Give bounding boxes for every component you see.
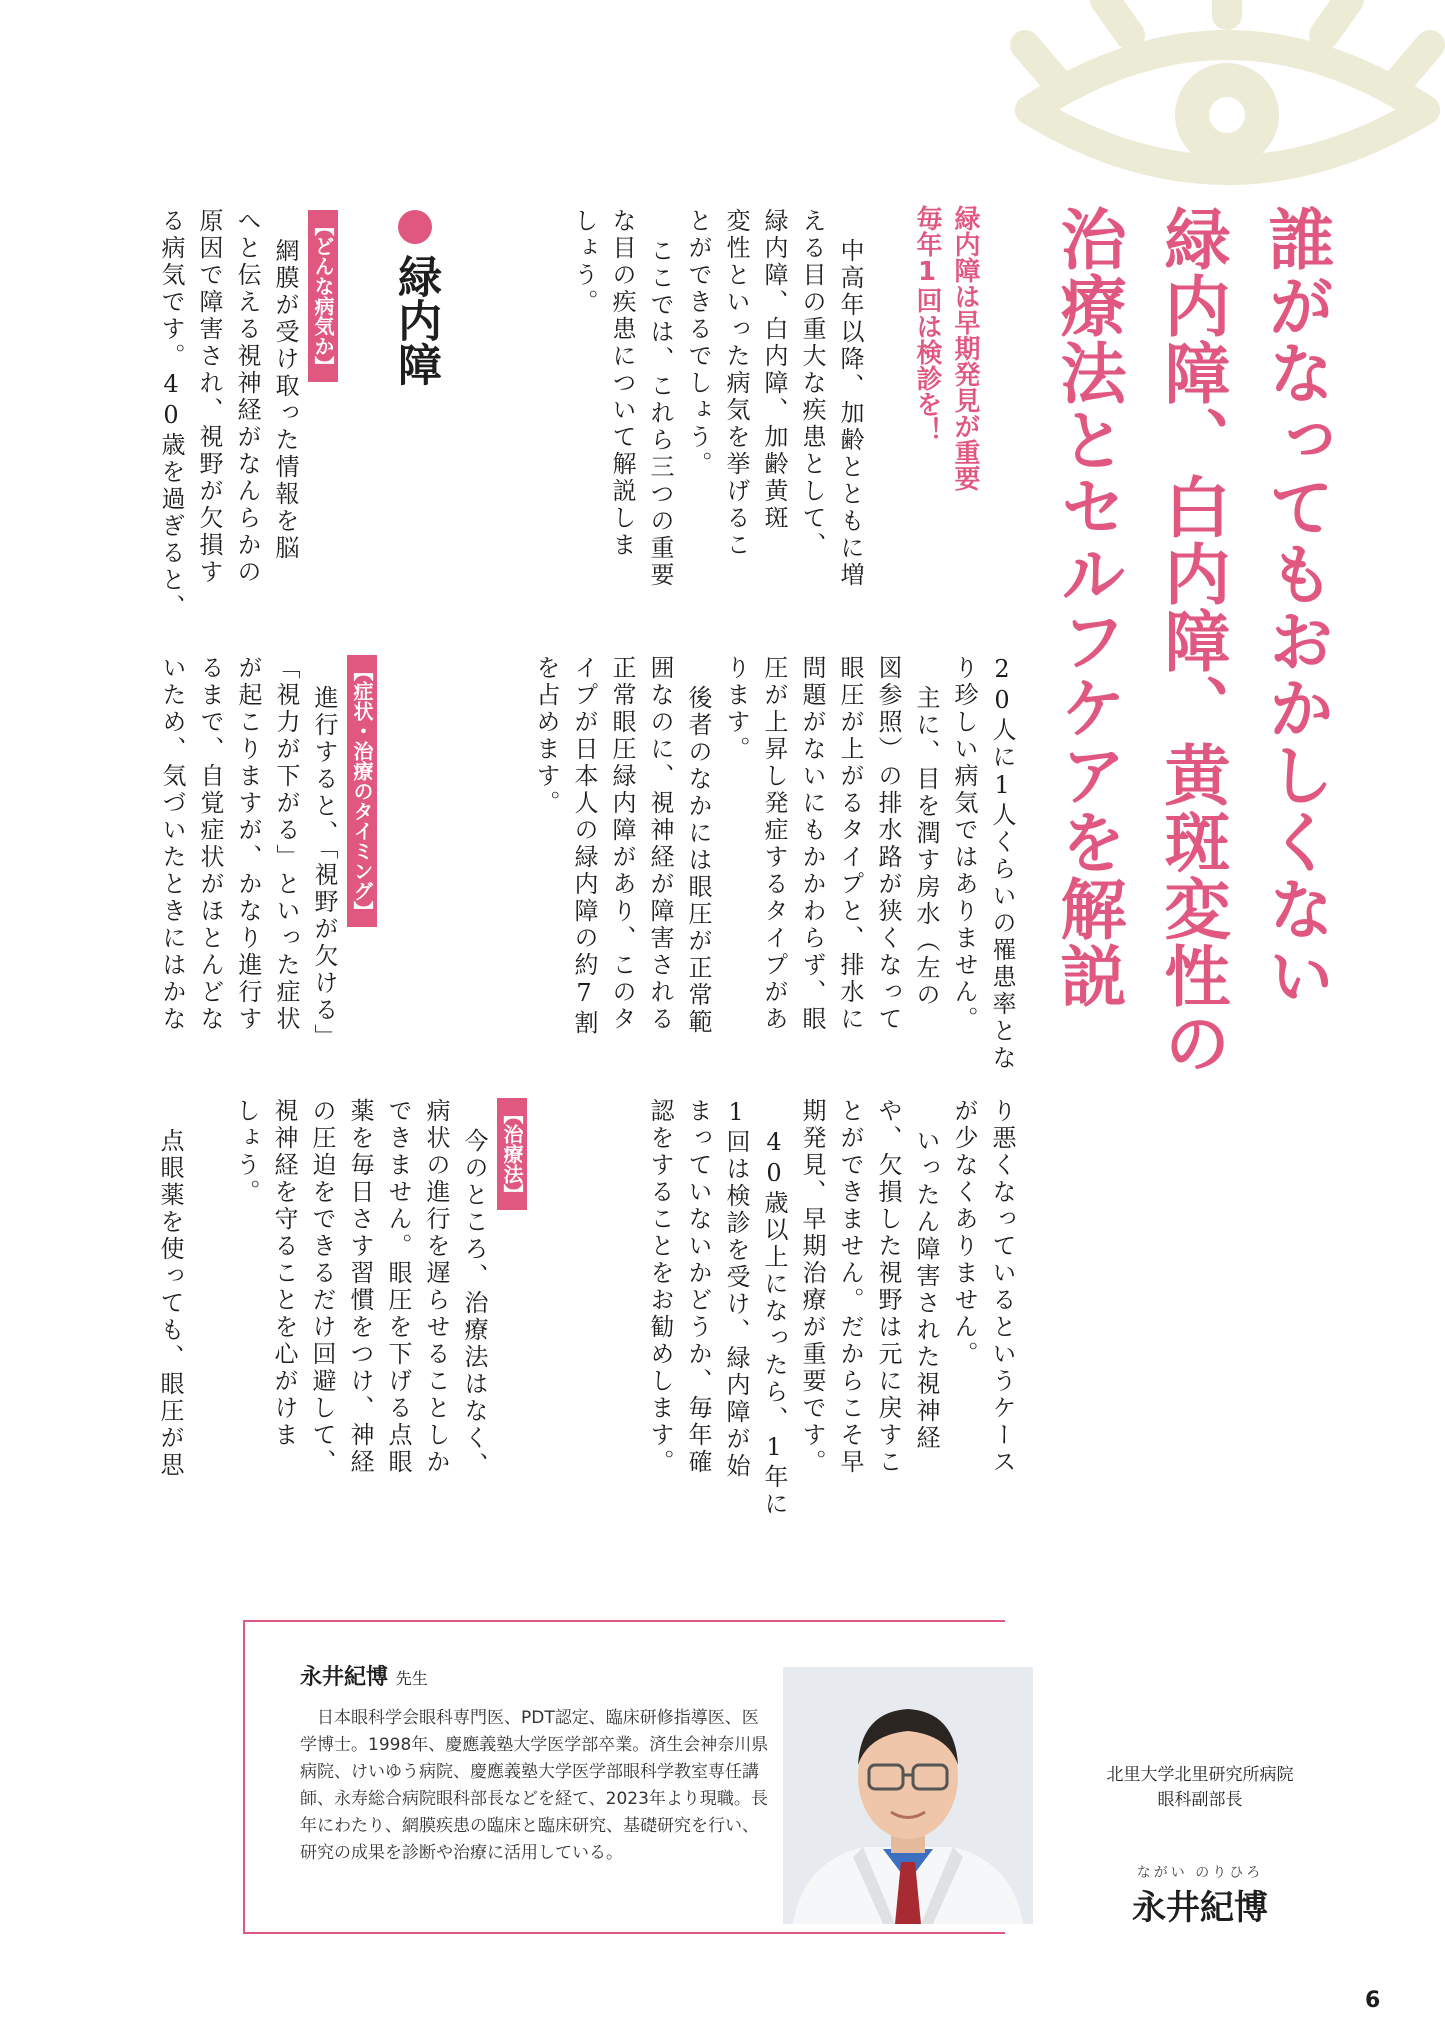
body-line: 1回は検診を受け、緑内障が始 <box>722 1098 750 1480</box>
body-line: 認をすることをお勧めします。 <box>646 1098 674 1476</box>
body-line: イプが日本人の緑内障の約7割 <box>570 655 598 1037</box>
body-line: 期発見、早期治療が重要です。 <box>798 1098 826 1476</box>
body-line: 「視力が下がる」といった症状 <box>272 655 300 1033</box>
page-number: 6 <box>1365 1988 1381 2013</box>
eye-decoration-icon <box>1010 0 1445 190</box>
body-line: 眼圧が上がるタイプと、排水に <box>836 655 864 1033</box>
subtitle-line2: 毎年1回は検診を！ <box>912 205 942 443</box>
body-line: 囲なのに、視神経が障害される <box>646 655 674 1033</box>
intro-line: とができるでしょう。 <box>684 208 712 478</box>
body-line: 40歳以上になったら、1年に <box>760 1128 788 1518</box>
tag-treatment: 【治療法】 <box>497 1098 527 1214</box>
profile-honorific: 先生 <box>395 1669 428 1688</box>
body-line: 網膜が受け取った情報を脳 <box>271 238 299 562</box>
body-line: る病気です。40歳を過ぎると、 <box>157 208 185 621</box>
body-line: いため、気づいたときにはかな <box>158 655 186 1033</box>
body-line: へと伝える視神経がなんらかの <box>233 208 261 586</box>
body-line: しょう。 <box>232 1098 260 1206</box>
body-line: 原因で障害され、視野が欠損す <box>195 208 223 586</box>
body-line: 視神経を守ることを心がけま <box>270 1098 298 1449</box>
body-line: 図参照）の排水路が狭くなって <box>874 655 902 1033</box>
body-line: の圧迫をできるだけ回避して、 <box>308 1098 336 1476</box>
body-line: 正常眼圧緑内障があり、このタ <box>608 655 636 1033</box>
page-title-line2: 緑内障、白内障、黄斑変性の <box>1153 205 1230 1076</box>
body-line: や、欠損した視野は元に戻すこ <box>874 1098 902 1476</box>
profile-name-large: 永井紀博 <box>1132 1888 1268 1928</box>
tag-symptoms-timing: 【症状・治療のタイミング】 <box>347 655 377 931</box>
intro-line: 変性といった病気を挙げるこ <box>722 208 750 559</box>
profile-affiliation: 北里大学北里研究所病院 眼科副部長 <box>1106 1765 1294 1810</box>
intro-line: える目の重大な疾患として、 <box>798 208 826 559</box>
doctor-portrait <box>783 1667 1033 1924</box>
page-title-line1: 誰がなってもおかしくない <box>1257 205 1334 1009</box>
body-line: 進行すると、「視野が欠ける」 <box>310 685 338 1051</box>
body-line: とができません。だからこそ早 <box>836 1098 864 1476</box>
section-heading: 緑内障 <box>390 210 440 386</box>
body-line: を占めます。 <box>532 655 560 817</box>
subtitle-line1: 緑内障は早期発見が重要 <box>950 205 980 491</box>
body-line: ります。 <box>722 655 750 763</box>
intro-line: ここでは、これら三つの重要 <box>646 238 674 589</box>
body-line: 病状の進行を遅らせることしか <box>422 1098 450 1476</box>
body-line: 主に、目を潤す房水（左の <box>912 685 940 1009</box>
body-line: いったん障害された視神経 <box>912 1128 940 1452</box>
body-line: り珍しい病気ではありません。 <box>950 655 978 1033</box>
body-line: 後者のなかには眼圧が正常範 <box>684 685 712 1036</box>
body-line: 点眼薬を使っても、眼圧が思 <box>156 1128 184 1479</box>
body-line: り悪くなっているというケース <box>988 1098 1016 1476</box>
body-line: 圧が上昇し発症するタイプがあ <box>760 655 788 1033</box>
tag-what-is-it: 【どんな病気か】 <box>308 210 338 386</box>
intro-line: しょう。 <box>570 208 598 316</box>
intro-line: 緑内障、白内障、加齢黄斑 <box>760 208 788 532</box>
body-line: 薬を毎日さす習慣をつけ、神経 <box>346 1098 374 1476</box>
body-line: るまで、自覚症状がほとんどな <box>196 655 224 1033</box>
body-line: 20人に1人くらいの罹患率とな <box>988 655 1016 1072</box>
bullet-dot-icon <box>398 210 432 244</box>
profile-name: 永井紀博 先生 <box>300 1665 428 1690</box>
intro-line: な目の疾患について解説しま <box>608 208 636 559</box>
profile-bio: 日本眼科学会眼科専門医、PDT認定、臨床研修指導医、医学博士。1998年、慶應義塾大学医学部卒業。済生会神奈川県病院、けいゆう病院、慶應義塾大学医学部眼科学教室専任講師、永寿総合病院眼科部長などを経て、2023年より現職。長年にわたり、網膜疾患の臨床と臨床研究、基礎研究を行い、研究の成果を診断や治療に活用している。 <box>300 1708 769 1863</box>
page-title-line3: 治療法とセルフケアを解説 <box>1049 205 1126 1009</box>
profile-name-ruby: ながい のりひろ <box>1136 1865 1264 1881</box>
intro-line: 中高年以降、加齢とともに増 <box>836 238 864 589</box>
body-line: が少なくありません。 <box>950 1098 978 1368</box>
body-line: 今のところ、治療法はなく、 <box>460 1128 488 1479</box>
body-line: 問題がないにもかかわらず、眼 <box>798 655 826 1033</box>
body-line: が起こりますが、かなり進行す <box>234 655 262 1033</box>
body-line: まっていないかどうか、毎年確 <box>684 1098 712 1476</box>
body-line: できません。眼圧を下げる点眼 <box>384 1098 412 1476</box>
